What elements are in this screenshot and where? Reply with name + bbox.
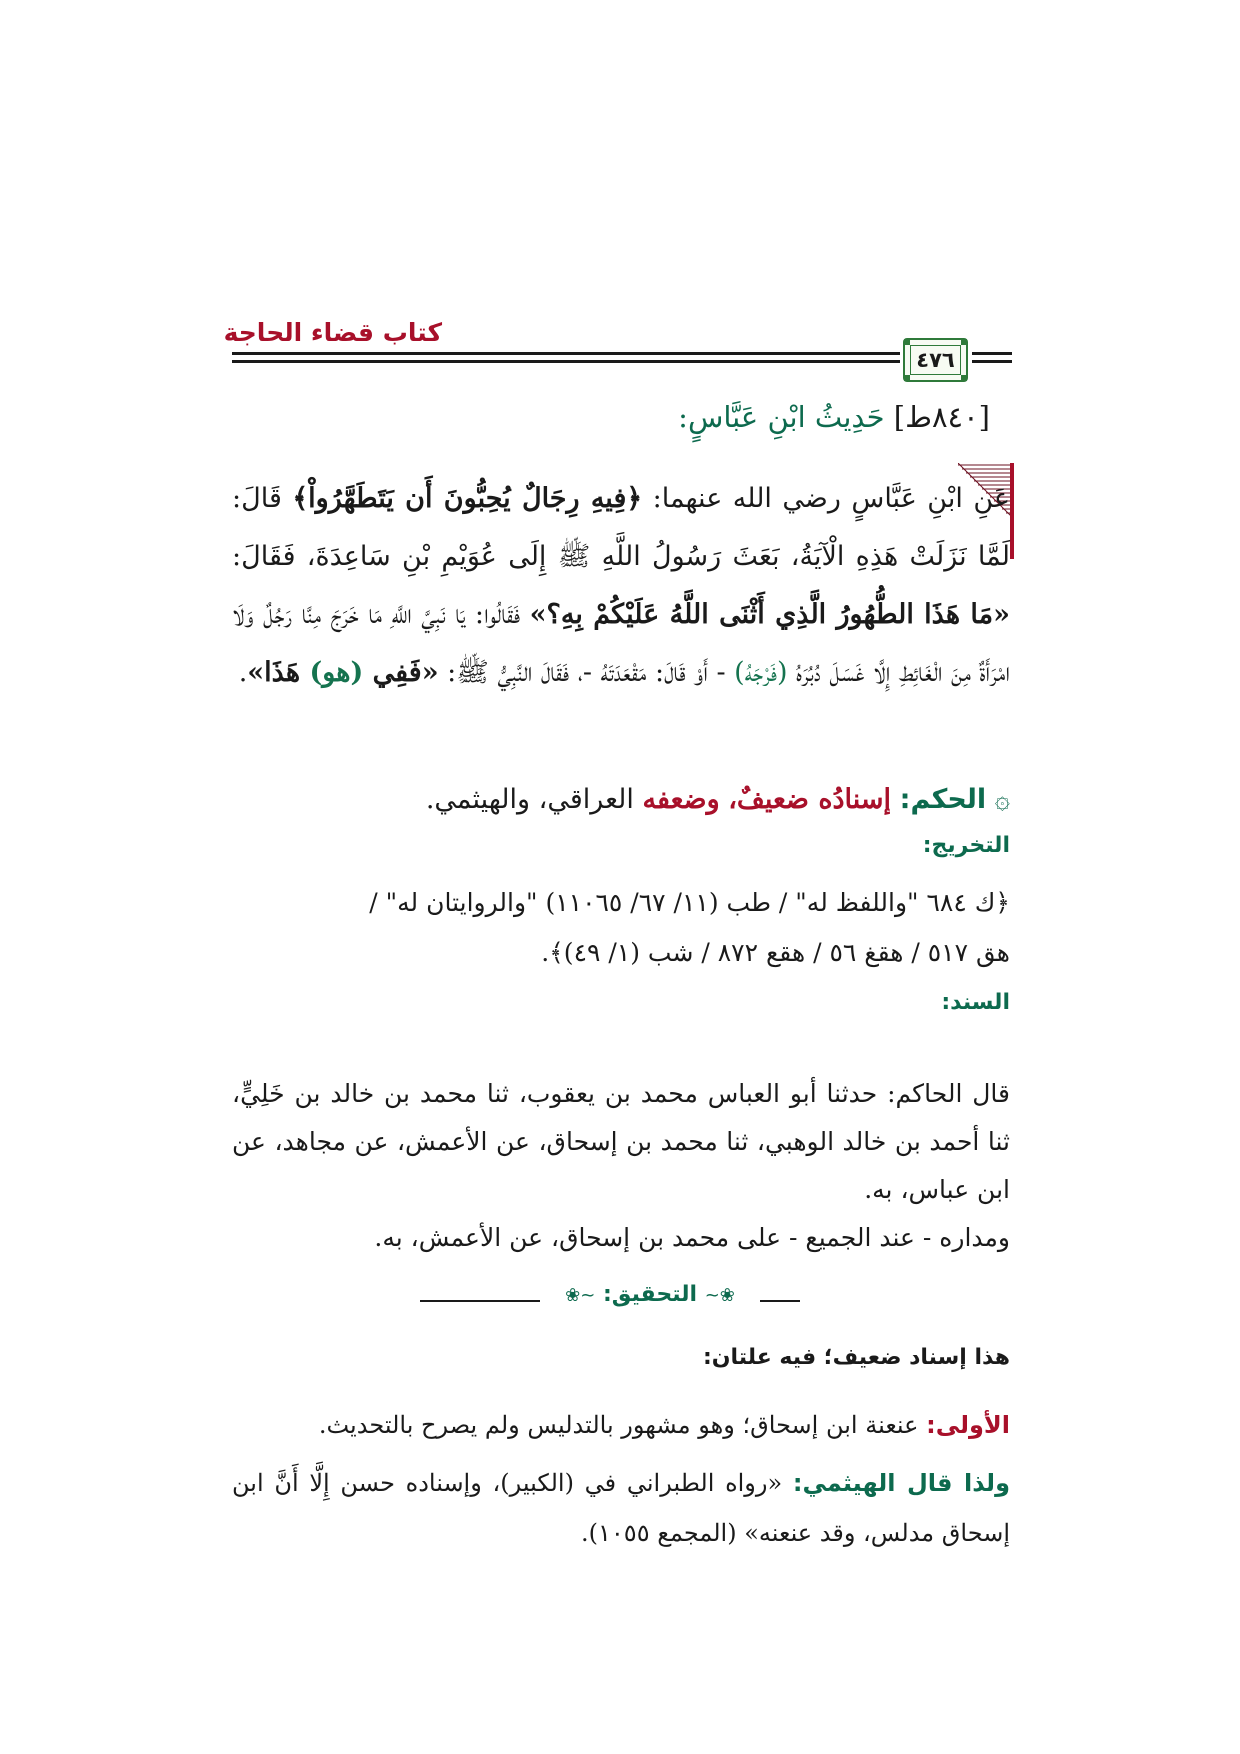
prophet-quote-2-end: هَذَا» <box>247 657 310 688</box>
prophet-quote: «مَا هَذَا الطُّهُورُ الَّذِي أَثْنَى اللَّهُ عَلَيْكُمْ بِهِ؟» <box>529 599 1010 630</box>
hadith-text <box>232 470 1010 702</box>
ruling-weakened: وضعفه <box>642 784 720 815</box>
quran-verse: ﴿فِيهِ رِجَالٌ يُحِبُّونَ أَن يَتَطَهَّرُواْ﴾ <box>292 483 643 514</box>
hadith-text-part: فَقَالُوا: يَا نَبِيَّ اللَّهِ مَا خَرَجَ مِنَّا رَجُلٌ وَلَا امْرَأَةٌ مِنَ الْغَائِطِ إِلَّا غَسَلَ دُبُرَهُ <box>232 599 1010 688</box>
takhrij-line: هق ٥١٧ / هقغ ٥٦ / هقع ٨٧٢ / شب (١/ ٤٩)﴾. <box>541 938 1010 967</box>
hadith-number: [٨٤٠ط] <box>893 400 990 434</box>
hadith-text-part: عَنِ ابْنِ عَبَّاسٍ رضي الله عنهما: <box>642 483 1011 514</box>
tahqiq-heading-text: التحقيق: <box>602 1282 698 1307</box>
hadith-heading <box>250 400 990 434</box>
first-defect-label: الأولى: <box>926 1411 1010 1439</box>
first-defect-text: عنعنة ابن إسحاق؛ وهو مشهور بالتدليس ولم يصرح بالتحديث. <box>318 1411 927 1439</box>
book-title: كتاب قضاء الحاجة <box>223 318 442 347</box>
ruling-isnad: إسنادُه ضعيفٌ، <box>728 784 892 815</box>
first-defect <box>232 1400 1010 1450</box>
prophet-quote-2: «فَفِي <box>363 657 439 688</box>
ruling <box>240 780 1010 820</box>
header-rule-right-top <box>972 352 1012 355</box>
hadith-text-part: قَالَ: لَمَّا نَزَلَتْ هَذِهِ الْآيَةُ، بَعَثَ رَسُولُ اللَّهِ ﷺ إِلَى عُوَيْمِ بْنِ سَاعِدَةَ، فَقَالَ: <box>232 483 1010 572</box>
hadith-text-part: . <box>238 657 248 688</box>
tahqiq-heading <box>540 1282 760 1307</box>
variant-wording: (فَرْجَهُ) <box>734 657 788 688</box>
header-rule-right-bottom <box>972 360 1012 363</box>
hadith-text-part: - أَوْ قَالَ: مَقْعَدَتَهُ -، فَقَالَ النَّبِيُّ ﷺ: <box>438 657 735 688</box>
madar-text: ومداره - عند الجميع - على محمد بن إسحاق، عن الأعمش، به. <box>374 1223 1010 1252</box>
sanad-heading: السند: <box>941 990 1010 1015</box>
flower-ornament-icon: ۞ <box>994 785 1010 815</box>
header-rule-top <box>232 352 900 355</box>
variant-wording-2: (هو) <box>309 657 364 688</box>
tahqiq-verdict: هذا إسناد ضعيف؛ فيه علتان: <box>702 1345 1010 1370</box>
haythami-text: «رواه الطبراني في (الكبير)، وإسناده حسن إِلَّا أَنَّ ابن إسحاق مدلس، وقد عنعنه» (المجمع ١٠٥٥). <box>232 1469 1010 1547</box>
page-number-badge <box>903 338 968 382</box>
sanad-text: قال الحاكم: حدثنا أبو العباس محمد بن يعقوب، ثنا محمد بن خالد بن خَلِيٍّ، ثنا أحمد بن خالد الوهبي، ثنا محمد بن إسحاق، عن الأعمش، عن مجاهد، عن ابن عباس، به. <box>232 1079 1010 1204</box>
haythami-label: ولذا قال الهيثمي: <box>792 1469 1010 1497</box>
header-rule-bottom <box>232 360 900 363</box>
ruling-rest: العراقي، والهيثمي. <box>425 784 643 815</box>
page-number: ٤٧٦ <box>916 348 955 372</box>
hadith-title: حَدِيثُ ابْنِ عَبَّاسٍ: <box>678 400 885 434</box>
divider-ornament-icon: ~❀ <box>565 1285 596 1306</box>
takhrij-line: ﴿ك ٦٨٤ "واللفظ له" / طب (١١/ ٦٧/ ١١٠٦٥) "والروايتان له" / <box>369 888 1010 917</box>
haythami-quote <box>232 1458 1010 1558</box>
ruling-label: الحكم: <box>899 784 987 815</box>
takhrij-heading: التخريج: <box>922 833 1010 858</box>
takhrij-text <box>232 878 1010 978</box>
divider-ornament-icon: ❀~ <box>704 1285 735 1306</box>
